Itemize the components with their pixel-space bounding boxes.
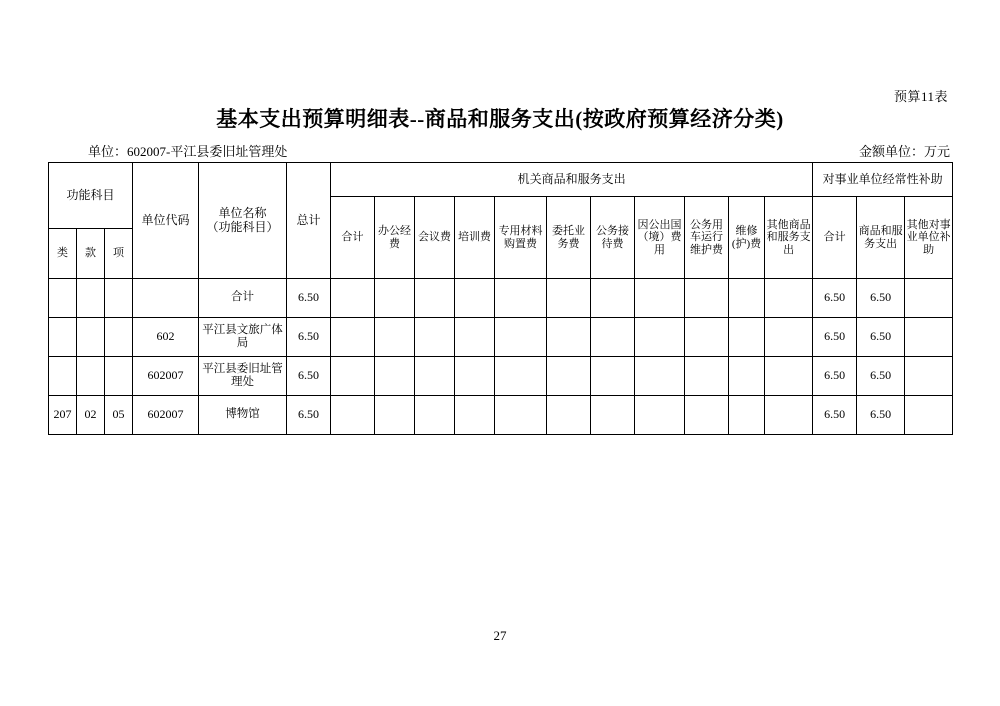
cell-special-material [495, 357, 547, 396]
unit-label: 单位：602007-平江县委旧址管理处 [88, 144, 288, 159]
cell-lei [49, 318, 77, 357]
cell-training-expense [455, 357, 495, 396]
cell-subsidy-total: 6.50 [813, 357, 857, 396]
cell-maintenance-expense [729, 357, 765, 396]
cell-subsidy-total: 6.50 [813, 396, 857, 435]
table-row [49, 396, 953, 435]
cell-meeting-expense [415, 318, 455, 357]
header-agency-goods-services: 机关商品和服务支出 [331, 163, 813, 197]
header-vehicle-expense: 公务用车运行维护费 [685, 197, 729, 279]
cell-abroad-expense [635, 396, 685, 435]
header-subsidy-total: 合计 [813, 197, 857, 279]
form-number: 预算11表 [893, 89, 948, 104]
cell-unit-code [133, 279, 199, 318]
cell-abroad-expense [635, 357, 685, 396]
cell-unit-code: 602007 [133, 357, 199, 396]
page-title: 基本支出预算明细表--商品和服务支出(按政府预算经济分类) [216, 107, 784, 131]
cell-entrusted-business [547, 357, 591, 396]
cell-office-expense [375, 318, 415, 357]
header-special-material: 专用材料购置费 [495, 197, 547, 279]
cell-total: 6.50 [287, 318, 331, 357]
cell-office-expense [375, 396, 415, 435]
header-subsidy-other: 其他对事业单位补助 [905, 197, 953, 279]
amount-unit-label: 金额单位：万元 [858, 144, 950, 159]
header-total: 总计 [287, 163, 331, 279]
table-row [49, 357, 953, 396]
cell-abroad-expense [635, 318, 685, 357]
cell-xiang [105, 279, 133, 318]
cell-vehicle-expense [685, 396, 729, 435]
cell-meeting-expense [415, 396, 455, 435]
cell-subsidy-total: 6.50 [813, 279, 857, 318]
table-header-row-1 [49, 163, 953, 197]
cell-xiang: 05 [105, 396, 133, 435]
header-maintenance-expense: 维修(护)费 [729, 197, 765, 279]
cell-vehicle-expense [685, 357, 729, 396]
cell-other-goods-services [765, 318, 813, 357]
header-kuan: 款 [77, 229, 105, 279]
cell-lei: 207 [49, 396, 77, 435]
cell-special-material [495, 318, 547, 357]
cell-kuan [77, 279, 105, 318]
cell-subsidy-other [905, 396, 953, 435]
cell-sub-total [331, 396, 375, 435]
cell-kuan: 02 [77, 396, 105, 435]
header-xiang: 项 [105, 229, 133, 279]
header-subsidy-group: 对事业单位经常性补助 [813, 163, 953, 197]
cell-vehicle-expense [685, 279, 729, 318]
cell-other-goods-services [765, 279, 813, 318]
header-unit-name-line1: 单位名称 [218, 205, 267, 220]
cell-unit-name: 合计 [199, 279, 287, 318]
cell-total: 6.50 [287, 396, 331, 435]
cell-special-material [495, 396, 547, 435]
cell-subsidy-goods-services: 6.50 [857, 279, 905, 318]
header-lei: 类 [49, 229, 77, 279]
header-entrusted-business: 委托业务费 [547, 197, 591, 279]
cell-subsidy-goods-services: 6.50 [857, 318, 905, 357]
header-function-subject: 功能科目 [49, 163, 133, 229]
cell-other-goods-services [765, 357, 813, 396]
cell-subsidy-total: 6.50 [813, 318, 857, 357]
cell-unit-code: 602007 [133, 396, 199, 435]
cell-entrusted-business [547, 318, 591, 357]
cell-sub-total [331, 357, 375, 396]
cell-office-expense [375, 357, 415, 396]
cell-lei [49, 279, 77, 318]
cell-total: 6.50 [287, 279, 331, 318]
cell-official-reception [591, 357, 635, 396]
cell-training-expense [455, 396, 495, 435]
cell-kuan [77, 318, 105, 357]
cell-unit-code: 602 [133, 318, 199, 357]
cell-sub-total [331, 318, 375, 357]
meta-row [48, 141, 952, 160]
cell-subsidy-goods-services: 6.50 [857, 396, 905, 435]
cell-maintenance-expense [729, 318, 765, 357]
cell-total: 6.50 [287, 357, 331, 396]
header-training-expense: 培训费 [455, 197, 495, 279]
cell-official-reception [591, 279, 635, 318]
header-unit-name [199, 163, 287, 279]
cell-maintenance-expense [729, 396, 765, 435]
table-row [49, 318, 953, 357]
cell-subsidy-other [905, 318, 953, 357]
table-row [49, 279, 953, 318]
cell-subsidy-other [905, 357, 953, 396]
cell-lei [49, 357, 77, 396]
cell-sub-total [331, 279, 375, 318]
cell-meeting-expense [415, 357, 455, 396]
cell-official-reception [591, 396, 635, 435]
header-meeting-expense: 会议费 [415, 197, 455, 279]
cell-subsidy-other [905, 279, 953, 318]
header-abroad-expense: 因公出国（境）费用 [635, 197, 685, 279]
cell-unit-name: 平江县委旧址管理处 [199, 357, 287, 396]
page-number: 27 [493, 628, 507, 643]
header-office-expense: 办公经费 [375, 197, 415, 279]
cell-kuan [77, 357, 105, 396]
cell-vehicle-expense [685, 318, 729, 357]
cell-meeting-expense [415, 279, 455, 318]
cell-other-goods-services [765, 396, 813, 435]
header-official-reception: 公务接待费 [591, 197, 635, 279]
cell-subsidy-goods-services: 6.50 [857, 357, 905, 396]
budget-table [48, 162, 953, 435]
cell-xiang [105, 357, 133, 396]
cell-entrusted-business [547, 279, 591, 318]
cell-abroad-expense [635, 279, 685, 318]
cell-office-expense [375, 279, 415, 318]
cell-training-expense [455, 318, 495, 357]
cell-unit-name: 博物馆 [199, 396, 287, 435]
header-other-goods-services: 其他商品和服务支出 [765, 197, 813, 279]
header-unit-code: 单位代码 [133, 163, 199, 279]
header-sub-total: 合计 [331, 197, 375, 279]
cell-xiang [105, 318, 133, 357]
cell-special-material [495, 279, 547, 318]
cell-training-expense [455, 279, 495, 318]
cell-maintenance-expense [729, 279, 765, 318]
cell-entrusted-business [547, 396, 591, 435]
cell-official-reception [591, 318, 635, 357]
header-unit-name-line2: （功能科目） [206, 219, 279, 234]
cell-unit-name: 平江县文旅广体局 [199, 318, 287, 357]
header-subsidy-goods-services: 商品和服务支出 [857, 197, 905, 279]
